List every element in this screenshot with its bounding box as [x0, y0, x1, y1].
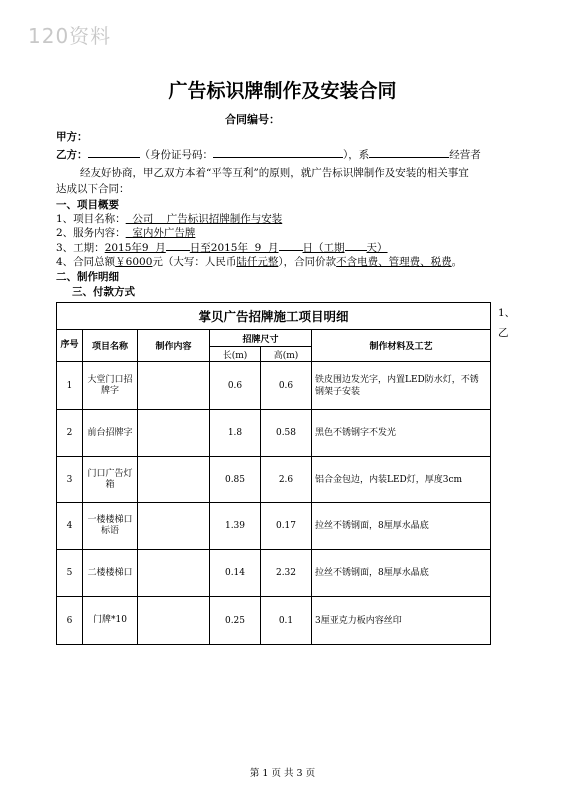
schedule-mid: 日至2015年 9 月	[189, 242, 279, 254]
row-content	[138, 362, 210, 410]
row-content	[138, 410, 210, 457]
contract-number-label: 合同编号：	[225, 113, 280, 126]
row-length: 1.39	[210, 503, 261, 550]
row-material: 拉丝不锈钢面，8厘厚水晶底	[312, 550, 491, 597]
row-height: 2.6	[261, 457, 312, 503]
header-name: 项目名称	[83, 330, 138, 362]
schedule-start: 2015年9 月	[104, 242, 166, 254]
party-b-id-label: （身份证号码：	[139, 149, 213, 161]
document-title: 广告标识牌制作及安装合同	[168, 80, 397, 102]
table-row	[57, 597, 491, 645]
table-row	[57, 362, 491, 410]
amount-period: 。	[451, 256, 463, 268]
party-b-company-blank	[369, 147, 449, 158]
row-content	[138, 597, 210, 645]
table-row	[57, 550, 491, 597]
header-material: 制作材料及工艺	[312, 330, 491, 362]
row-length: 0.85	[210, 457, 261, 503]
item-project-name	[56, 211, 282, 226]
row-name: 前台招牌字	[83, 410, 138, 457]
watermark: 120资料	[28, 24, 112, 48]
row-material: 铝合金包边，内装LED灯，厚度3cm	[312, 457, 491, 503]
row-content	[138, 550, 210, 597]
row-seq: 2	[57, 410, 83, 457]
row-seq: 3	[57, 457, 83, 503]
table-row	[57, 410, 491, 457]
row-name: 门牌*10	[83, 597, 138, 645]
item-contract-amount	[56, 254, 462, 269]
row-name: 大堂门口招牌字	[83, 362, 138, 410]
row-height: 0.17	[261, 503, 312, 550]
header-seq: 序号	[57, 330, 83, 362]
amount-label: 4、合同总额	[56, 256, 116, 268]
amount-after: ），合同价款	[278, 256, 337, 268]
party-b-label: 乙方：	[56, 149, 88, 161]
row-material: 拉丝不锈钢面，8厘厚水晶底	[312, 503, 491, 550]
item-service-content	[56, 225, 276, 240]
header-content: 制作内容	[138, 330, 210, 362]
row-content	[138, 457, 210, 503]
row-name: 二楼楼梯口	[83, 550, 138, 597]
schedule-end-day-blank	[279, 240, 303, 251]
schedule-label: 3、工期：	[56, 242, 105, 254]
party-b-id-blank	[213, 147, 343, 158]
project-detail-table	[56, 302, 491, 645]
schedule-start-day-blank	[166, 240, 190, 251]
row-material: 3厘亚克力板内容丝印	[312, 597, 491, 645]
row-height: 0.6	[261, 362, 312, 410]
row-material: 铁皮围边发光字，内置LED防水灯，不锈钢架子安装	[312, 362, 491, 410]
row-height: 0.1	[261, 597, 312, 645]
section-payment-method: 三、付款方式	[72, 286, 135, 298]
page-footer: 第 1 页 共 3 页	[249, 768, 316, 779]
item-schedule	[56, 240, 388, 255]
row-seq: 1	[57, 362, 83, 410]
header-size: 招牌尺寸	[210, 330, 312, 347]
row-seq: 5	[57, 550, 83, 597]
intro-line-2: 达成以下合同：	[56, 183, 130, 195]
table-row	[57, 503, 491, 550]
row-length: 1.8	[210, 410, 261, 457]
row-seq: 4	[57, 503, 83, 550]
party-b-line	[56, 147, 481, 162]
section-production-details: 二、制作明细	[56, 271, 119, 283]
schedule-end: 日（工期	[302, 242, 345, 254]
party-a-label: 甲方：	[56, 131, 88, 143]
schedule-days-blank	[345, 240, 367, 251]
service-content-value: 室内外广告牌	[125, 227, 196, 239]
row-height: 2.32	[261, 550, 312, 597]
row-seq: 6	[57, 597, 83, 645]
amount-exclusions: 不含电费、管理费、税费	[336, 256, 452, 268]
row-length: 0.14	[210, 550, 261, 597]
table-row	[57, 457, 491, 503]
project-name-value: 公司 广告标识招牌制作与安装	[125, 213, 283, 225]
amount-unit: 元（大写：人民币	[152, 256, 237, 268]
row-content	[138, 503, 210, 550]
row-name: 一楼楼梯口标语	[83, 503, 138, 550]
amount-value: ￥6000	[115, 256, 153, 268]
header-length: 长(m)	[210, 347, 261, 362]
project-name-label: 1、项目名称：	[56, 213, 126, 225]
row-material: 黑色不锈钢字不发光	[312, 410, 491, 457]
service-content-label: 2、服务内容：	[56, 227, 126, 239]
side-text-1: 1、	[498, 307, 516, 319]
row-length: 0.25	[210, 597, 261, 645]
amount-words: 陆仟元整	[236, 256, 279, 268]
party-b-role: 经营者	[449, 149, 481, 161]
party-b-close: ），系	[343, 149, 370, 161]
section-project-overview: 一、项目概要	[56, 199, 119, 211]
party-b-name-blank	[88, 147, 140, 158]
row-length: 0.6	[210, 362, 261, 410]
intro-line-1: 经友好协商，甲乙双方本着“平等互利”的原则，就广告标识牌制作及安装的相关事宜	[80, 167, 469, 179]
row-name: 门口广告灯箱	[83, 457, 138, 503]
header-height: 高(m)	[261, 347, 312, 362]
schedule-days: 天）	[366, 242, 388, 254]
row-height: 0.58	[261, 410, 312, 457]
side-text-2: 乙	[498, 327, 509, 339]
table-caption: 掌贝广告招牌施工项目明细	[57, 303, 491, 330]
